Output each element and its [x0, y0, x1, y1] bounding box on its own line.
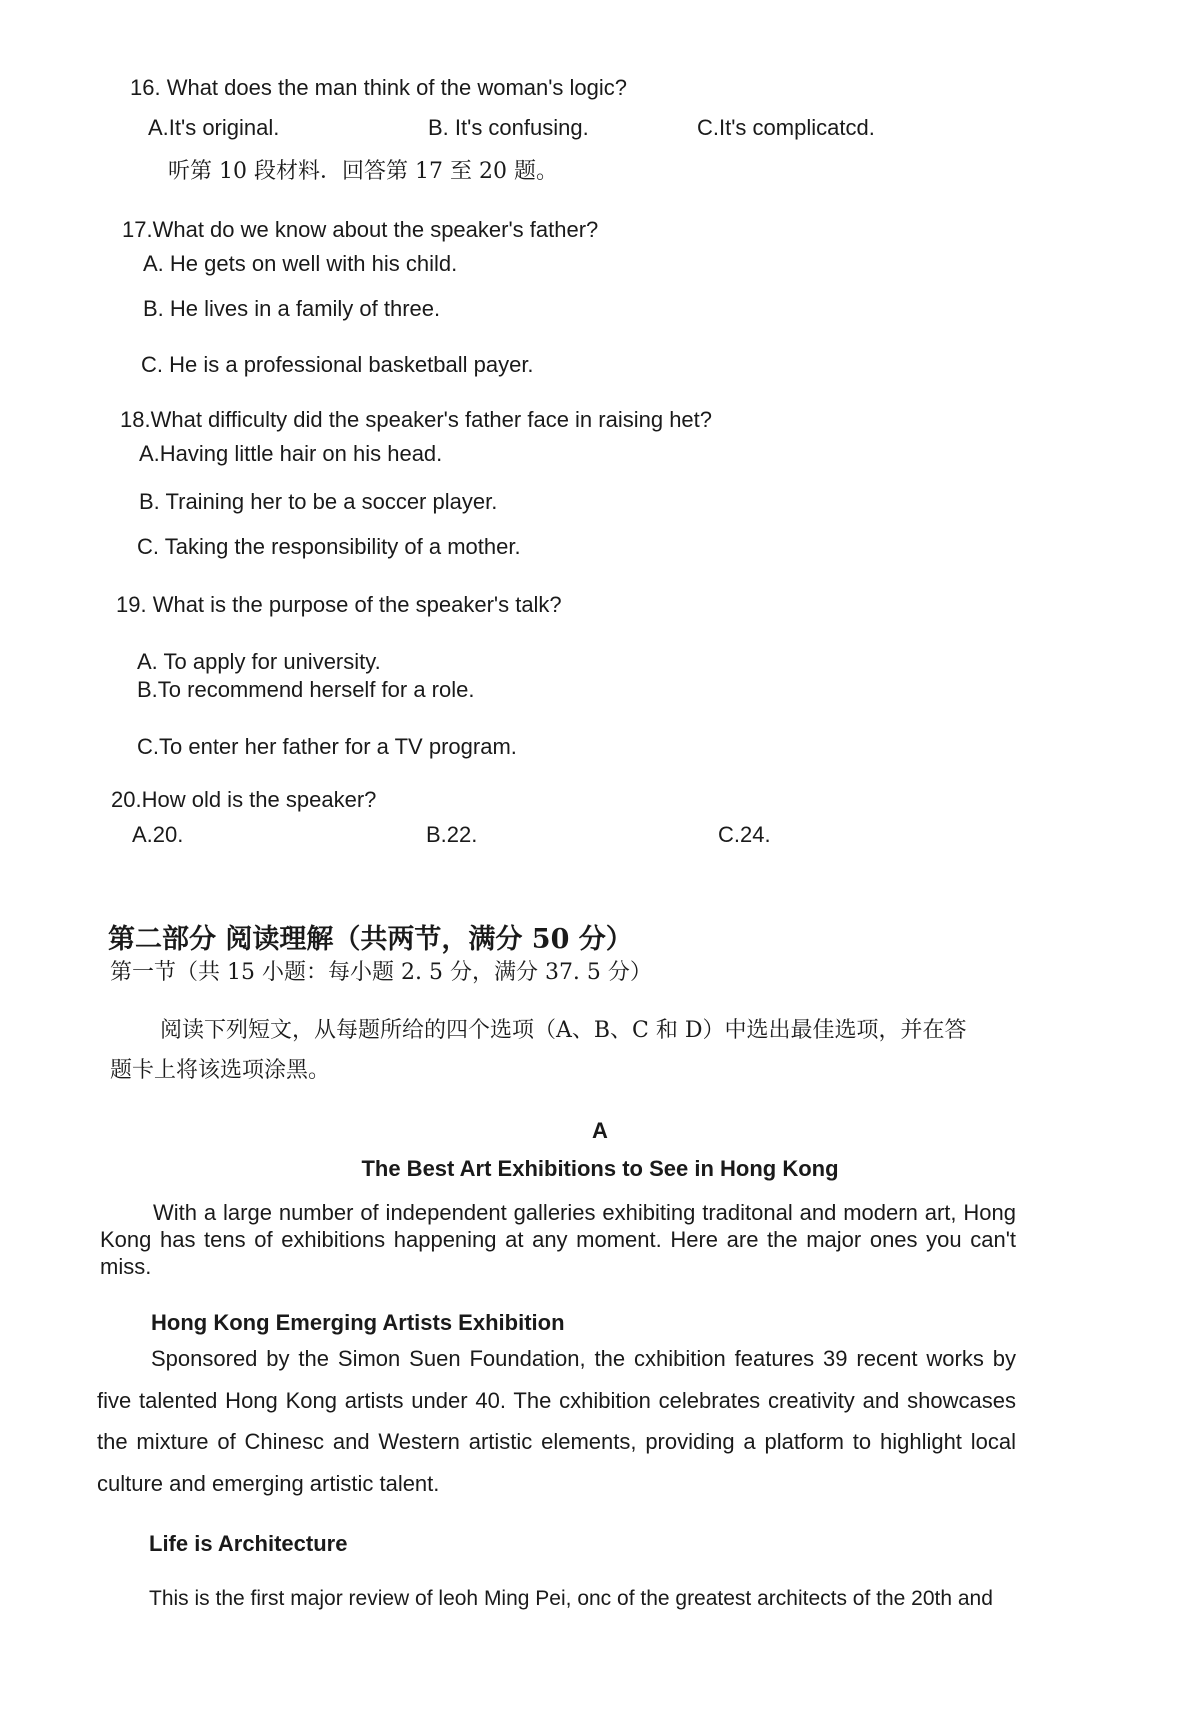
instruction-line-2: 题卡上将该选项涂黑。: [110, 1058, 331, 1083]
q20-option-b: B.22.: [426, 822, 478, 847]
q17-option-b: B. He lives in a family of three.: [143, 296, 441, 321]
question-19: 19. What is the purpose of the speaker's talk?: [116, 592, 562, 617]
q16-option-c: C.It's complicatcd.: [697, 115, 875, 140]
q18-option-c: C. Taking the responsibility of a mother.: [137, 534, 521, 559]
question-16: 16. What does the man think of the woman's logic?: [130, 75, 628, 100]
q20-option-c: C.24.: [718, 822, 771, 847]
passage-title: The Best Art Exhibitions to See in Hong Kong: [361, 1156, 839, 1181]
instruction-line-1: 阅读下列短文，从每题所给的四个选项（A、B、C 和 D）中选出最佳选项，并在答: [160, 1018, 967, 1043]
question-18: 18.What difficulty did the speaker's father face in raising het?: [120, 407, 713, 432]
q17-option-c: C. He is a professional basketball payer.: [141, 352, 534, 377]
q20-option-a: A.20.: [132, 822, 184, 847]
q18-option-b: B. Training her to be a soccer player.: [139, 489, 498, 514]
q18-option-a: A.Having little hair on his head.: [139, 441, 443, 466]
section10-instruction: 听第 10 段材料．回答第 17 至 20 题。: [168, 159, 558, 184]
q19-option-a: A. To apply for university.: [137, 649, 381, 674]
q16-option-b: B. It's confusing.: [428, 115, 589, 140]
q19-option-b: B.To recommend herself for a role.: [137, 677, 475, 702]
q17-option-a: A. He gets on well with his child.: [143, 251, 458, 276]
section-title: 第一节（共 15 小题：每小题 2. 5 分，满分 37. 5 分）: [110, 960, 652, 985]
exhibition-1-title: Hong Kong Emerging Artists Exhibition: [151, 1310, 565, 1335]
part-title: 第二部分 阅读理解（共两节，满分 50 分）: [108, 924, 633, 955]
exhibition-2-title: Life is Architecture: [149, 1531, 348, 1556]
passage-intro: With a large number of independent galleries exhibiting traditonal and modern art, Hong Kong has tens of exhibitions happening at any moment. Here are the major ones you can't miss.: [100, 1200, 1016, 1279]
exhibition-2-text: This is the first major review of leoh Ming Pei, onc of the greatest architects of the 20th and: [149, 1587, 993, 1610]
passage-letter: A: [592, 1118, 608, 1143]
exhibition-1-text: Sponsored by the Simon Suen Foundation, the cxhibition features 39 recent works by five talented Hong Kong artists under 40. The cxhibition celebrates creativity and showcases the mixture of Chinesc and Western artistic elements, providing a platform to highlight local culture and emerging artistic talent.: [97, 1346, 1016, 1496]
q19-option-c: C.To enter her father for a TV program.: [137, 734, 517, 759]
q16-option-a: A.It's original.: [148, 115, 280, 140]
question-17: 17.What do we know about the speaker's father?: [122, 217, 599, 242]
question-20: 20.How old is the speaker?: [111, 787, 377, 812]
